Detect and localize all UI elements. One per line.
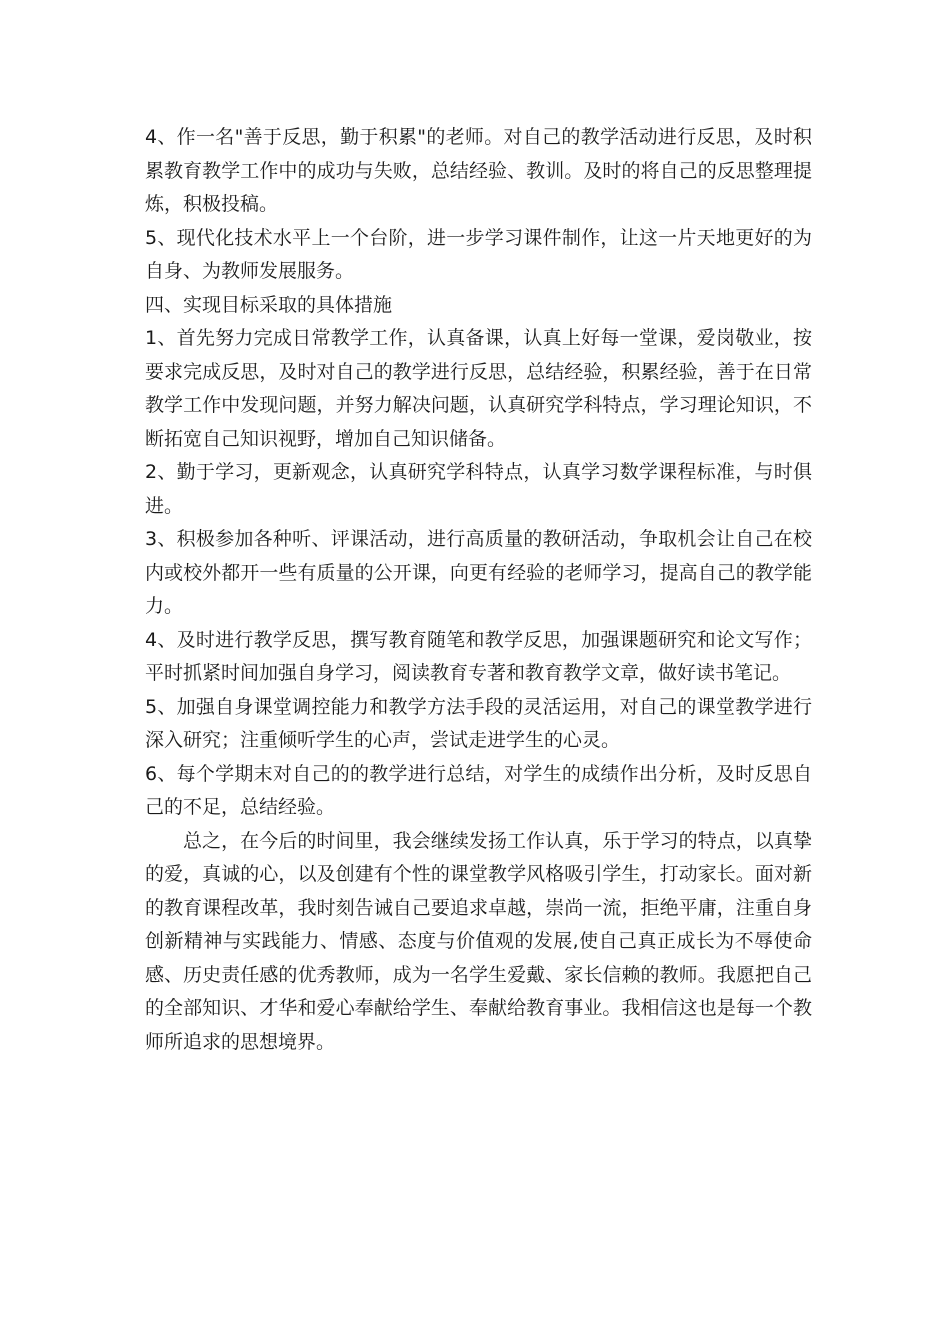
paragraph-goal-4: 4、作一名"善于反思，勤于积累"的老师。对自己的教学活动进行反思，及时积累教育教学工作中的成功与失败，总结经验、教训。及时的将自己的反思整理提炼，积极投稿。 bbox=[145, 126, 812, 215]
paragraph-measure-6: 6、每个学期末对自己的的教学进行总结，对学生的成绩作出分析，及时反思自己的不足，总结经验。 bbox=[145, 762, 812, 818]
section-heading-measures: 四、实现目标采取的具体措施 bbox=[145, 293, 393, 316]
paragraph-goal-5: 5、现代化技术水平上一个台阶，进一步学习课件制作，让这一片天地更好的为自身、为教师发展服务。 bbox=[145, 226, 812, 282]
document-page bbox=[145, 121, 812, 1059]
paragraph-conclusion: 总之，在今后的时间里，我会继续发扬工作认真，乐于学习的特点，以真挚的爱，真诚的心，以及创建有个性的课堂教学风格吸引学生，打动家长。面对新的教育课程改革，我时刻告诫自己要追求卓越，崇尚一流，拒绝平庸，注重自身创新精神与实践能力、情感、态度与价值观的发展,使自己真正成长为不辱使命感、历史责任感的优秀教师，成为一名学生爱戴、家长信赖的教师。我愿把自己的全部知识、才华和爱心奉献给学生、奉献给教育事业。我相信这也是每一个教师所追求的思想境界。 bbox=[145, 829, 812, 1053]
paragraph-measure-4: 4、及时进行教学反思，撰写教育随笔和教学反思，加强课题研究和论文写作；平时抓紧时间加强自身学习，阅读教育专著和教育教学文章，做好读书笔记。 bbox=[145, 628, 812, 684]
paragraph-measure-2: 2、勤于学习，更新观念，认真研究学科特点，认真学习数学课程标准，与时俱进。 bbox=[145, 461, 812, 517]
paragraph-measure-1: 1、首先努力完成日常教学工作，认真备课，认真上好每一堂课，爱岗敬业，按要求完成反思，及时对自己的教学进行反思，总结经验，积累经验，善于在日常教学工作中发现问题，并努力解决问题，认真研究学科特点，学习理论知识，不断拓宽自己知识视野，增加自己知识储备。 bbox=[145, 327, 812, 450]
paragraph-measure-5: 5、加强自身课堂调控能力和教学方法手段的灵活运用，对自己的课堂教学进行深入研究；注重倾听学生的心声，尝试走进学生的心灵。 bbox=[145, 695, 812, 751]
paragraph-measure-3: 3、积极参加各种听、评课活动，进行高质量的教研活动，争取机会让自己在校内或校外都开一些有质量的公开课，向更有经验的老师学习，提高自己的教学能力。 bbox=[145, 528, 812, 617]
